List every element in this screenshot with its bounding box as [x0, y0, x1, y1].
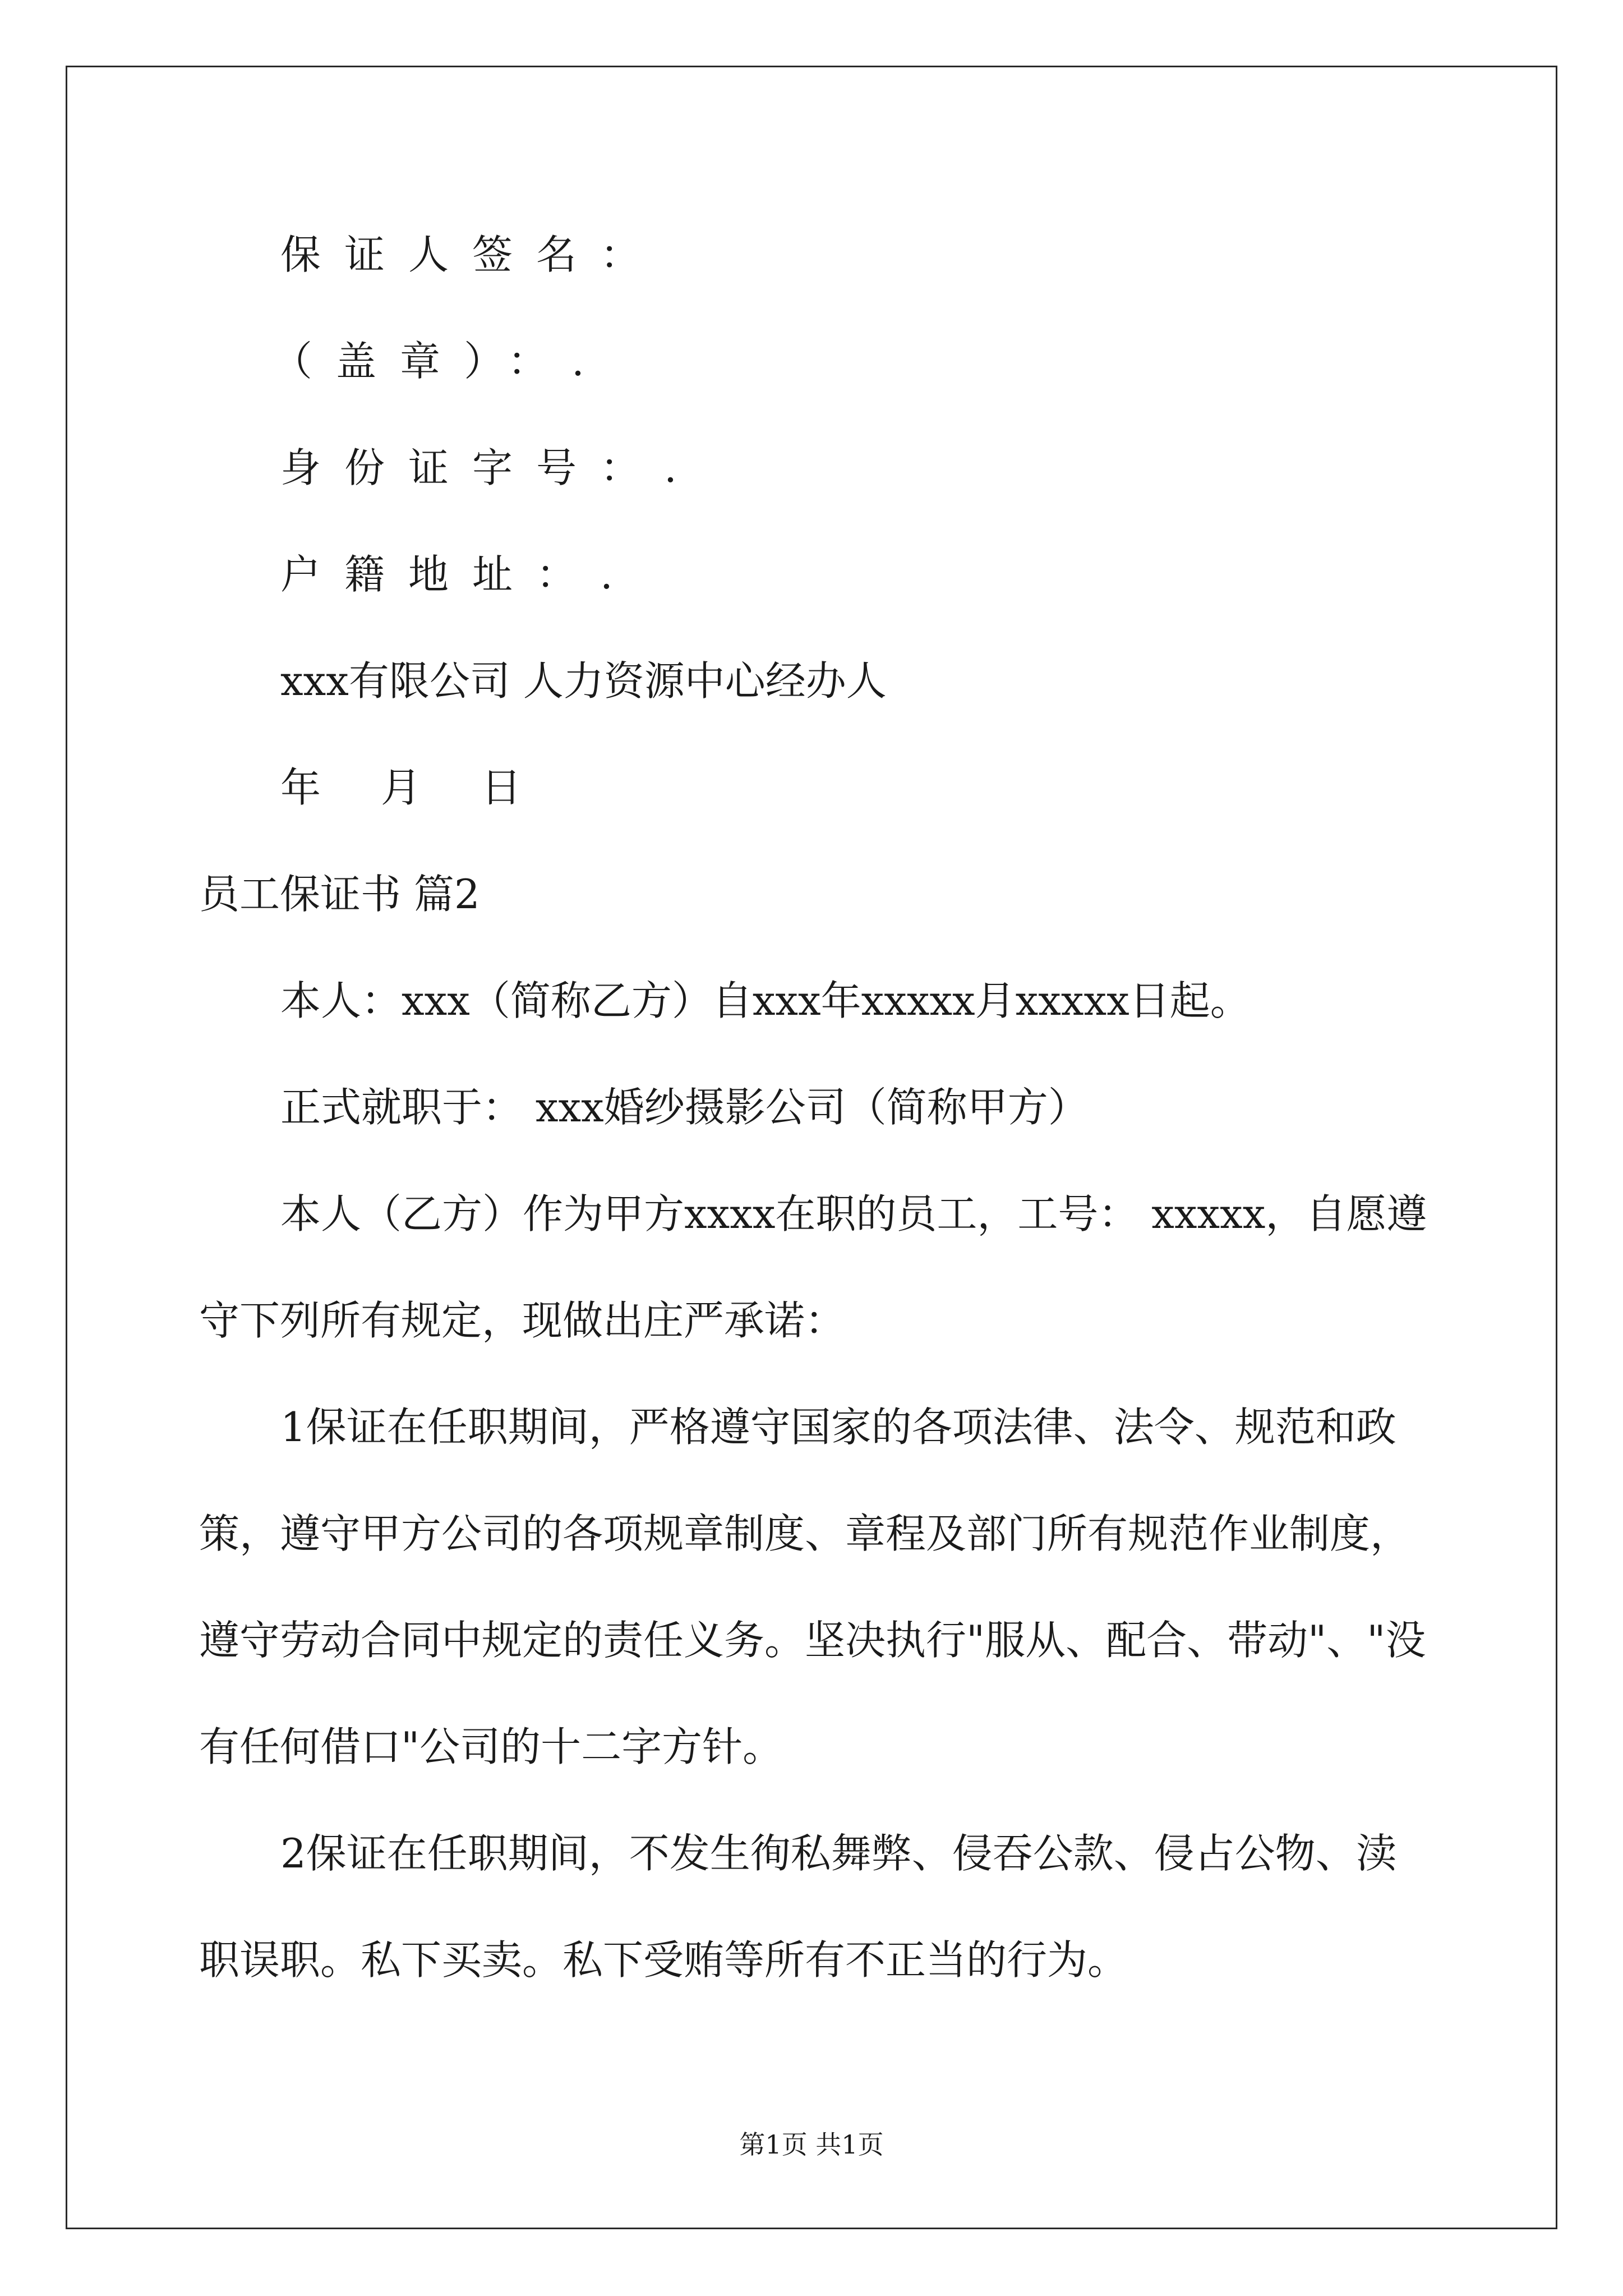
paragraph-line: 本人（乙方）作为甲方xxxx在职的员工，工号： xxxxx，自愿遵 [280, 1190, 1427, 1237]
paragraph-line: 本人：xxx（简称乙方）自xxx年xxxxx月xxxxx日起。 [280, 977, 1251, 1024]
page-footer: 第1页 共1页 [739, 2129, 884, 2160]
id-number-line: 身份证字号：. [280, 444, 700, 491]
paragraph-line: 策，遵守甲方公司的各项规章制度、章程及部门所有规范作业制度， [199, 1510, 1411, 1557]
household-address-line: 户籍地址：. [280, 551, 637, 598]
paragraph-line: 2保证在任职期间，不发生徇私舞弊、侵吞公款、侵占公物、渎 [280, 1830, 1396, 1877]
paragraph-line: 有任何借口"公司的十二字方针。 [199, 1723, 783, 1770]
company-hr-line: xxx有限公司 人力资源中心经办人 [280, 657, 887, 705]
paragraph-line: 守下列所有规定，现做出庄严承诺： [199, 1297, 846, 1344]
seal-line: （盖章）：. [272, 338, 608, 385]
date-line: 年 月 日 [280, 764, 545, 811]
paragraph-line: 职误职。私下买卖。私下受贿等所有不正当的行为。 [199, 1936, 1128, 1984]
section-heading: 员工保证书 篇2 [199, 871, 480, 918]
paragraph-line: 1保证在任职期间，严格遵守国家的各项法律、法令、规范和政 [280, 1404, 1396, 1451]
paragraph-line: 遵守劳动合同中规定的责任义务。坚决执行"服从、配合、带动"、"没 [199, 1617, 1426, 1664]
page-border [66, 66, 1557, 2229]
paragraph-line: 正式就职于： xxx婚纱摄影公司（简称甲方） [280, 1084, 1089, 1131]
guarantor-signature-line: 保证人签名： [280, 231, 665, 278]
